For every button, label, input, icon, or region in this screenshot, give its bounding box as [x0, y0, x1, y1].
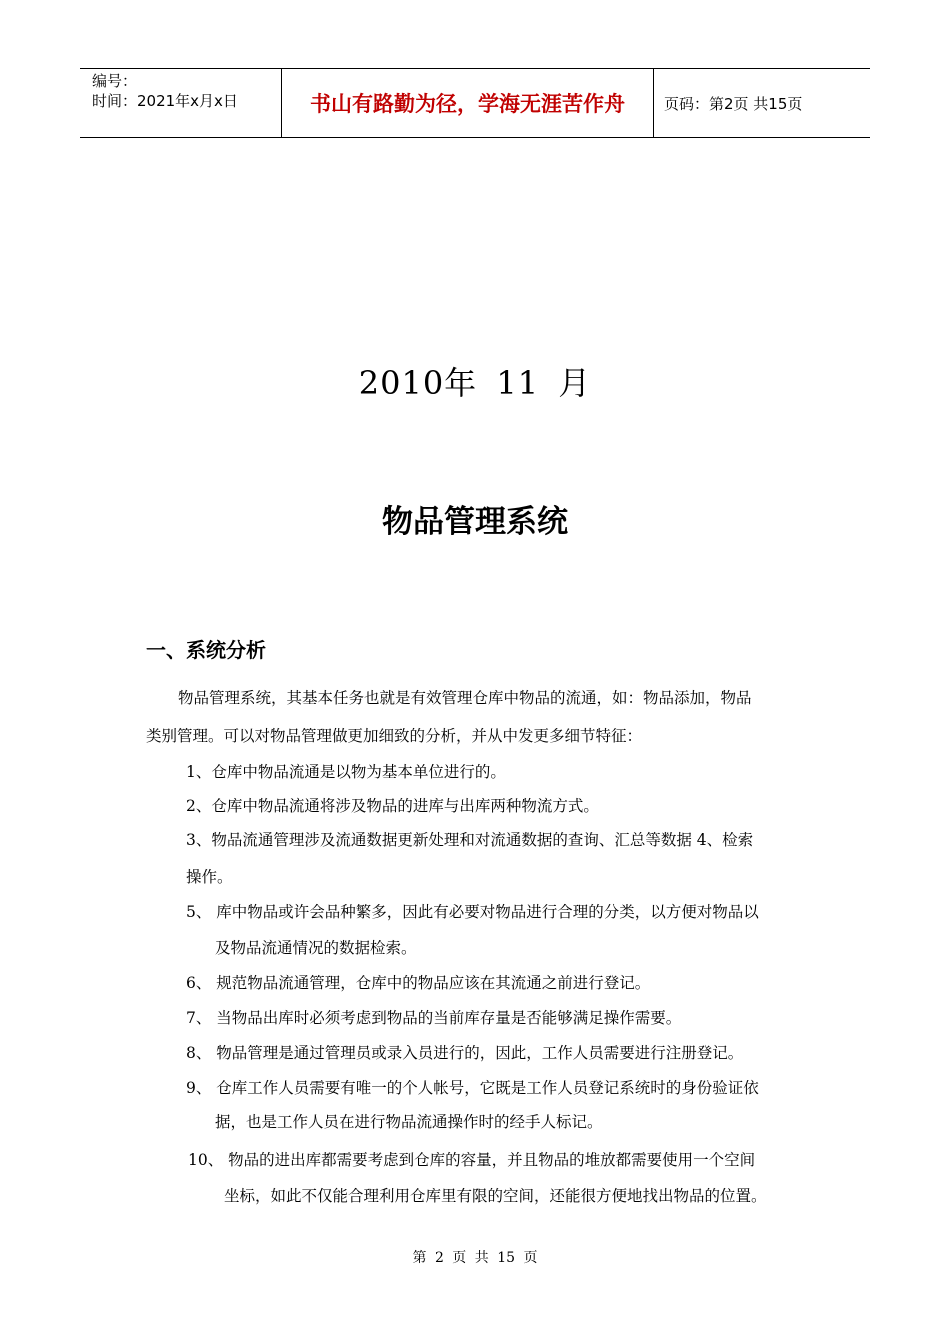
list-item: 10、 物品的进出库都需要考虑到仓库的容量，并且物品的堆放都需要使用一个空间 — [188, 1151, 756, 1169]
list-item: 9、 仓库工作人员需要有唯一的个人帐号，它既是工作人员登记系统时的身份验证依 — [186, 1079, 759, 1097]
list-item-continuation: 坐标，如此不仅能合理利用仓库里有限的空间，还能很方便地找出物品的位置。 — [224, 1187, 767, 1205]
list-item: 3、物品流通管理涉及流通数据更新处理和对流通数据的查询、汇总等数据 4、检索 — [186, 831, 754, 849]
header-left-cell — [80, 69, 282, 137]
list-item: 7、 当物品出库时必须考虑到物品的当前库存量是否能够满足操作需要。 — [186, 1009, 682, 1027]
list-item: 1、仓库中物品流通是以物为基本单位进行的。 — [186, 763, 506, 781]
intro-paragraph-line: 类别管理。可以对物品管理做更加细致的分析，并从中发更多细节特征： — [146, 727, 643, 745]
list-item: 5、 库中物品或许会品种繁多，因此有必要对物品进行合理的分类，以方便对物品以 — [186, 903, 759, 921]
page-info: 页码：第2页 共15页 — [664, 94, 803, 113]
list-item: 6、 规范物品流通管理，仓库中的物品应该在其流通之前进行登记。 — [186, 974, 651, 992]
section-heading: 一、系统分析 — [146, 638, 266, 662]
list-item: 8、 物品管理是通过管理员或录入员进行的，因此，工作人员需要进行注册登记。 — [186, 1044, 744, 1062]
list-item-continuation: 据，也是工作人员在进行物品流通操作时的经手人标记。 — [215, 1113, 603, 1131]
intro-paragraph-line: 物品管理系统，其基本任务也就是有效管理仓库中物品的流通，如：物品添加，物品 — [178, 689, 752, 707]
document-header — [80, 68, 870, 138]
list-item-continuation: 操作。 — [186, 868, 233, 886]
document-title: 物品管理系统 — [382, 504, 568, 540]
list-item-continuation: 及物品流通情况的数据检索。 — [215, 939, 417, 957]
document-date: 2010年 11 月 — [358, 364, 592, 402]
page-footer: 第 2 页 共 15 页 — [412, 1250, 538, 1266]
time-label: 时间：2021年x月x日 — [92, 92, 238, 110]
number-label: 编号： — [92, 72, 138, 90]
motto: 书山有路勤为径，学海无涯苦作舟 — [282, 69, 654, 137]
list-item: 2、仓库中物品流通将涉及物品的进库与出库两种物流方式。 — [186, 797, 599, 815]
